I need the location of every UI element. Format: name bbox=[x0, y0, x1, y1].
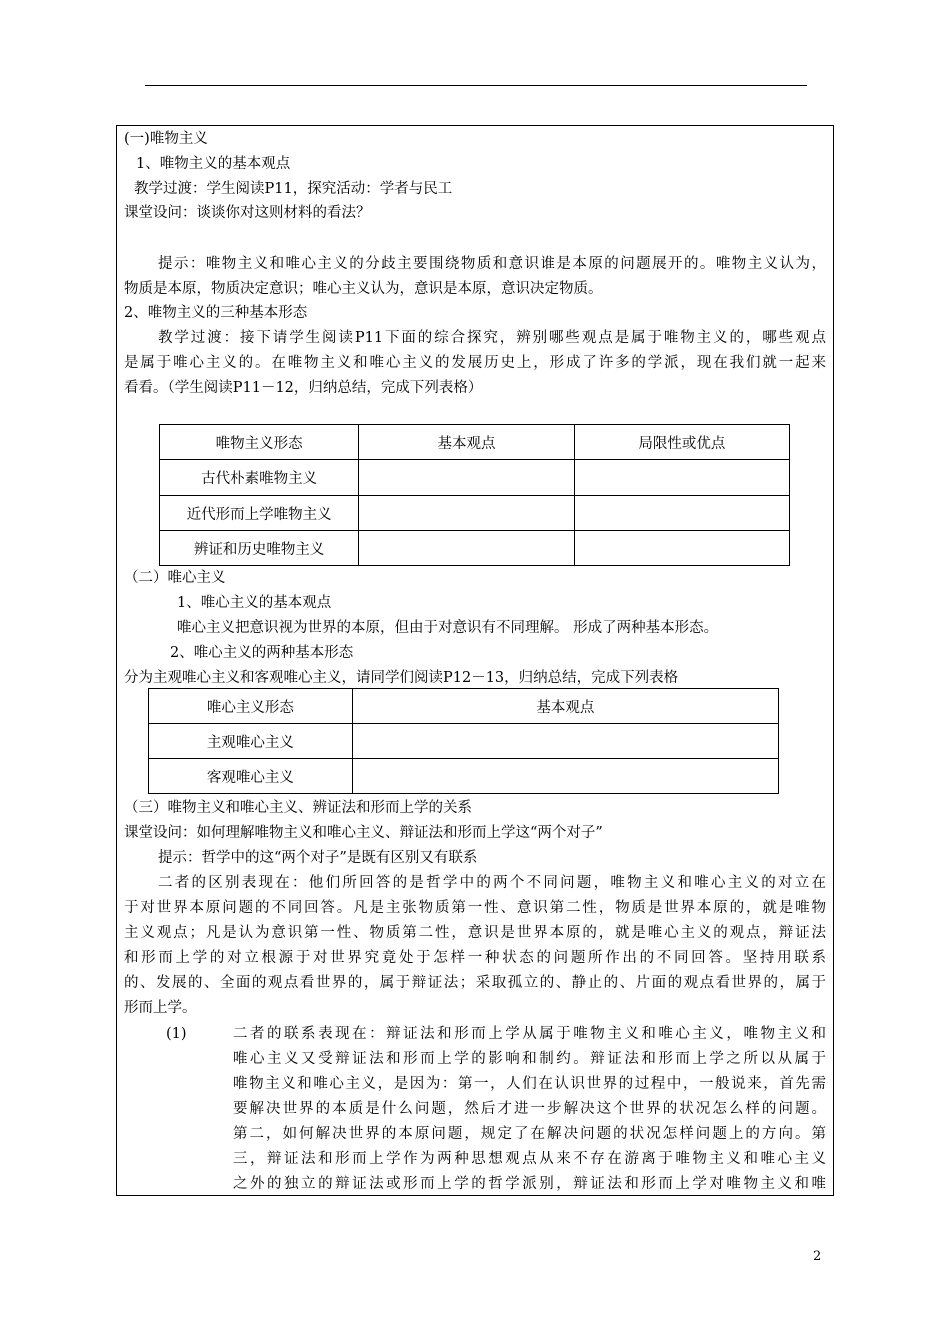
table-empty-cell[interactable] bbox=[574, 496, 789, 531]
section3-para-line: 于对世界本原问题的不同回答。凡是主张物质第一性、意识第二性，物质是世界本原的，就是唯物 bbox=[124, 900, 826, 916]
section3-para-line: 二者的区别表现在：他们所回答的是哲学中的两个不同问题，唯物主义和唯心主义的对立在 bbox=[158, 875, 826, 891]
section3-item-line: 之外的独立的辩证法或形而上学的哲学派别，辩证法和形而上学对唯物主义和唯 bbox=[233, 1176, 826, 1192]
section1-hint-line: 提示：唯物主义和唯心主义的分歧主要围绕物质和意识谁是本原的问题展开的。唯物主义认为， bbox=[158, 256, 826, 272]
table-empty-cell[interactable] bbox=[359, 496, 574, 531]
table-empty-cell[interactable] bbox=[352, 724, 778, 759]
idealism-table bbox=[148, 688, 779, 794]
table-row-label: 近代形而上学唯物主义 bbox=[160, 496, 359, 531]
table-row bbox=[160, 531, 790, 566]
section3-para-line: 和形而上学的对立根源于对世界究竟处于怎样一种状态的问题所作出的不同回答。坚持用联系 bbox=[124, 950, 826, 966]
section3-heading: （三）唯物主义和唯心主义、辨证法和形而上学的关系 bbox=[124, 800, 472, 816]
page-number: 2 bbox=[813, 1249, 822, 1264]
section1-heading: (一)唯物主义 bbox=[124, 131, 208, 147]
section3-item-line: 三，辩证法和形而上学作为两种思想观点从来不存在游离于唯物主义和唯心主义 bbox=[233, 1151, 826, 1167]
section1-sub1: 1、唯物主义的基本观点 bbox=[136, 156, 291, 172]
table-header-cell: 局限性或优点 bbox=[574, 425, 789, 460]
section3-item-line: 唯物主义和唯心主义，是因为：第一，人们在认识世界的过程中，一般说来，首先需 bbox=[233, 1076, 826, 1092]
section3-item-label: (1) bbox=[166, 1026, 187, 1042]
table-row-label: 辨证和历史唯物主义 bbox=[160, 531, 359, 566]
table-empty-cell[interactable] bbox=[574, 531, 789, 566]
section1-transition2-line: 教学过渡：接下请学生阅读P11下面的综合探究，辨别哪些观点是属于唯物主义的，哪些观点 bbox=[158, 330, 826, 346]
section2-heading: （二）唯心主义 bbox=[124, 570, 226, 586]
section1-transition2-line: 看看。（学生阅读P11－12，归纳总结，完成下列表格） bbox=[124, 380, 483, 396]
table-row bbox=[149, 724, 779, 759]
section3-para-line: 形而上学。 bbox=[124, 1000, 197, 1016]
section3-item-line: 要解决世界的本质是什么问题，然后才进一步解决这个世界的状况怎么样的问题。 bbox=[233, 1101, 826, 1117]
section3-item-line: 第二，如何解决世界的本原问题，规定了在解决问题的状况怎样问题上的方向。第 bbox=[233, 1126, 826, 1142]
header-rule bbox=[145, 85, 807, 86]
section2-intro: 分为主观唯心主义和客观唯心主义，请同学们阅读P12－13，归纳总结，完成下列表格 bbox=[124, 670, 679, 686]
section1-transition2-line: 是属于唯心主义的。在唯物主义和唯心主义的发展历史上，形成了许多的学派，现在我们就一起来 bbox=[124, 355, 826, 371]
table-header-cell: 基本观点 bbox=[352, 689, 778, 724]
section3-para-line: 主义观点；凡是认为意识第一性、物质第二性，意识是世界本原的，就是唯心主义的观点，辩证法 bbox=[124, 925, 826, 941]
section3-item-line: 唯心主义又受辩证法和形而上学的影响和制约。辩证法和形而上学之所以从属于 bbox=[233, 1051, 826, 1067]
table-empty-cell[interactable] bbox=[352, 759, 778, 794]
table-header-row bbox=[160, 425, 790, 460]
table-row-label: 主观唯心主义 bbox=[149, 724, 353, 759]
table-empty-cell[interactable] bbox=[574, 460, 789, 496]
table-header-cell: 唯心主义形态 bbox=[149, 689, 353, 724]
table-header-row bbox=[149, 689, 779, 724]
section3-item-line: 二者的联系表现在：辩证法和形而上学从属于唯物主义和唯心主义，唯物主义和 bbox=[233, 1026, 826, 1042]
section2-sub2: 2、唯心主义的两种基本形态 bbox=[170, 645, 354, 661]
table-row-label: 古代朴素唯物主义 bbox=[160, 460, 359, 496]
section2-sub1: 1、唯心主义的基本观点 bbox=[177, 595, 332, 611]
table-row bbox=[160, 496, 790, 531]
table-row bbox=[149, 759, 779, 794]
section1-transition: 教学过渡：学生阅读P11，探究活动：学者与民工 bbox=[134, 181, 453, 197]
table-row-label: 客观唯心主义 bbox=[149, 759, 353, 794]
section3-para-line: 的、发展的、全面的观点看世界的，属于辩证法；采取孤立的、静止的、片面的观点看世界的，属于 bbox=[124, 975, 826, 991]
section1-hint-line: 物质是本原，物质决定意识；唯心主义认为，意识是本原，意识决定物质。 bbox=[124, 281, 603, 297]
table-empty-cell[interactable] bbox=[359, 460, 574, 496]
table-header-cell: 基本观点 bbox=[359, 425, 574, 460]
table-row bbox=[160, 460, 790, 496]
section3-question: 课堂设问：如何理解唯物主义和唯心主义、辩证法和形而上学这“两个对子” bbox=[124, 825, 603, 841]
table-empty-cell[interactable] bbox=[359, 531, 574, 566]
section1-sub2: 2、唯物主义的三种基本形态 bbox=[124, 305, 308, 321]
section1-question: 课堂设问：谈谈你对这则材料的看法？ bbox=[124, 205, 371, 221]
section3-hint: 提示：哲学中的这“两个对子”是既有区别又有联系 bbox=[158, 850, 478, 866]
materialism-table bbox=[159, 424, 790, 566]
section2-body: 唯心主义把意识视为世界的本原，但由于对意识有不同理解。 形成了两种基本形态。 bbox=[177, 620, 719, 636]
table-header-cell: 唯物主义形态 bbox=[160, 425, 359, 460]
